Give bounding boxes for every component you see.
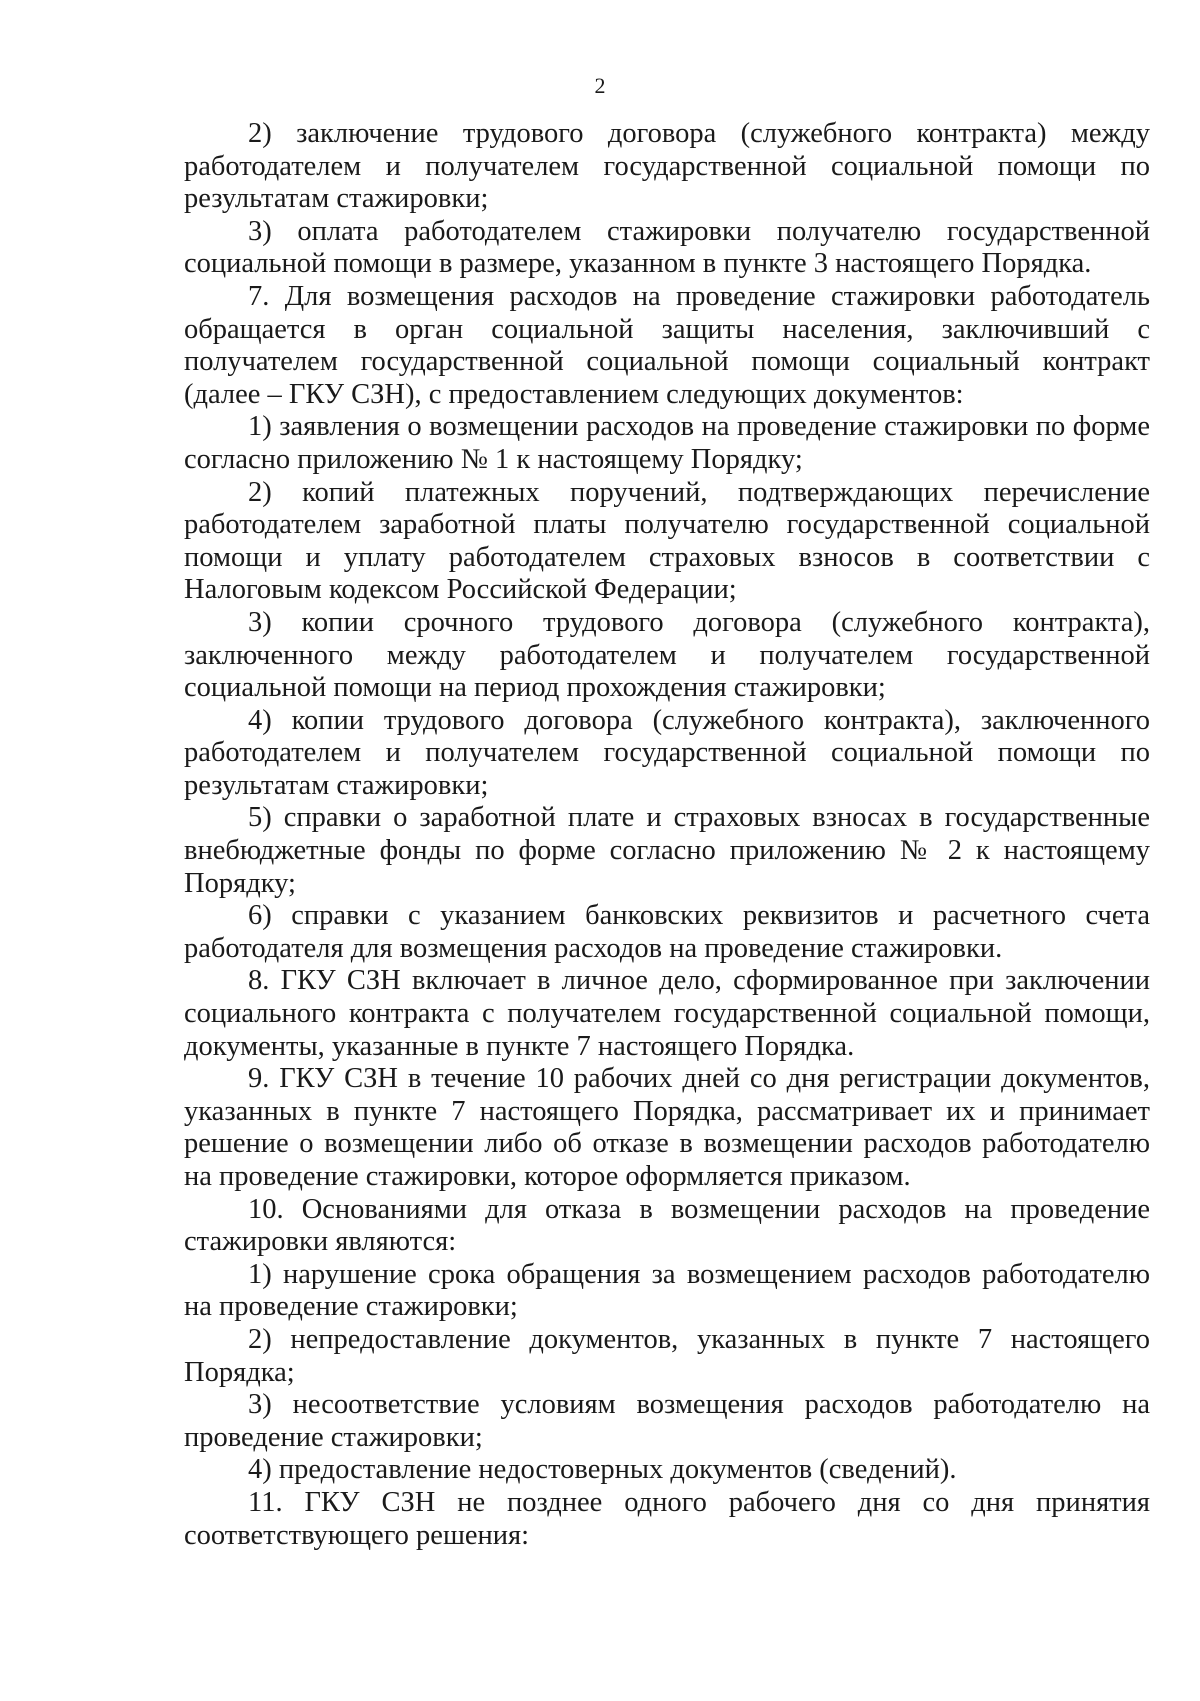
paragraph-clause-10-item-1: 1) нарушение срока обращения за возмещением расходов работодателю на проведение стажировки; — [184, 1258, 1150, 1323]
paragraph-clause-9: 9. ГКУ СЗН в течение 10 рабочих дней со дня регистрации документов, указанных в пункте 7 настоящего Порядка, рассматривает их и принимает решение о возмещении либо об отказе в возмещении расходов работодателю на проведение стажировки, которое оформляется приказом. — [184, 1063, 1150, 1192]
paragraph-clause-7-item-2: 2) копий платежных поручений, подтверждающих перечисление работодателем заработной платы получателю государственной социальной помощи и уплату работодателем страховых взносов в соответствии с Налоговым кодексом Российской Федерации; — [184, 476, 1150, 606]
paragraph-clause-10: 10. Основаниями для отказа в возмещении расходов на проведение стажировки являются: — [184, 1193, 1150, 1258]
paragraph-item-3-internship-payment: 3) оплата работодателем стажировки получателю государственной социальной помощи в размере, указанном в пункте 3 настоящего Порядка. — [184, 215, 1150, 280]
paragraph-clause-7-item-4: 4) копии трудового договора (служебного контракта), заключенного работодателем и получателем государственной социальной помощи по результатам стажировки; — [184, 704, 1150, 801]
paragraph-clause-10-item-4: 4) предоставление недостоверных документов (сведений). — [248, 1454, 957, 1486]
page-number: 2 — [594, 73, 606, 98]
paragraph-clause-7-item-5: 5) справки о заработной плате и страховых взносах в государственные внебюджетные фонды по форме согласно приложению № 2 к настоящему Порядку; — [184, 802, 1150, 899]
paragraph-clause-10-item-2: 2) непредоставление документов, указанных в пункте 7 настоящего Порядка; — [184, 1323, 1150, 1388]
paragraph-item-2-employment-contract: 2) заключение трудового договора (служебного контракта) между работодателем и получателем государственной социальной помощи по результатам стажировки; — [184, 118, 1150, 215]
paragraph-clause-8: 8. ГКУ СЗН включает в личное дело, сформированное при заключении социального контракта с получателем государственной социальной помощи, документы, указанные в пункте 7 настоящего Порядка. — [184, 965, 1150, 1062]
paragraph-clause-7-item-3: 3) копии срочного трудового договора (служебного контракта), заключенного между работодателем и получателем государственной социальной помощи на период прохождения стажировки; — [184, 606, 1150, 704]
paragraph-clause-10-item-3: 3) несоответствие условиям возмещения расходов работодателю на проведение стажировки; — [184, 1389, 1150, 1453]
paragraph-clause-7-item-1: 1) заявления о возмещении расходов на проведение стажировки по форме согласно приложению № 1 к настоящему Порядку; — [184, 411, 1150, 475]
paragraph-clause-11: 11. ГКУ СЗН не позднее одного рабочего дня со дня принятия соответствующего решения: — [184, 1486, 1150, 1551]
paragraph-clause-7: 7. Для возмещения расходов на проведение стажировки работодатель обращается в орган социальной защиты населения, заключивший с получателем государственной социальной помощи социальный контракт (далее – ГКУ СЗН), с предоставлением следующих документов: — [184, 280, 1150, 410]
document-body — [184, 118, 1150, 1552]
paragraph-clause-7-item-6: 6) справки с указанием банковских реквизитов и расчетного счета работодателя для возмещения расходов на проведение стажировки. — [184, 900, 1150, 964]
